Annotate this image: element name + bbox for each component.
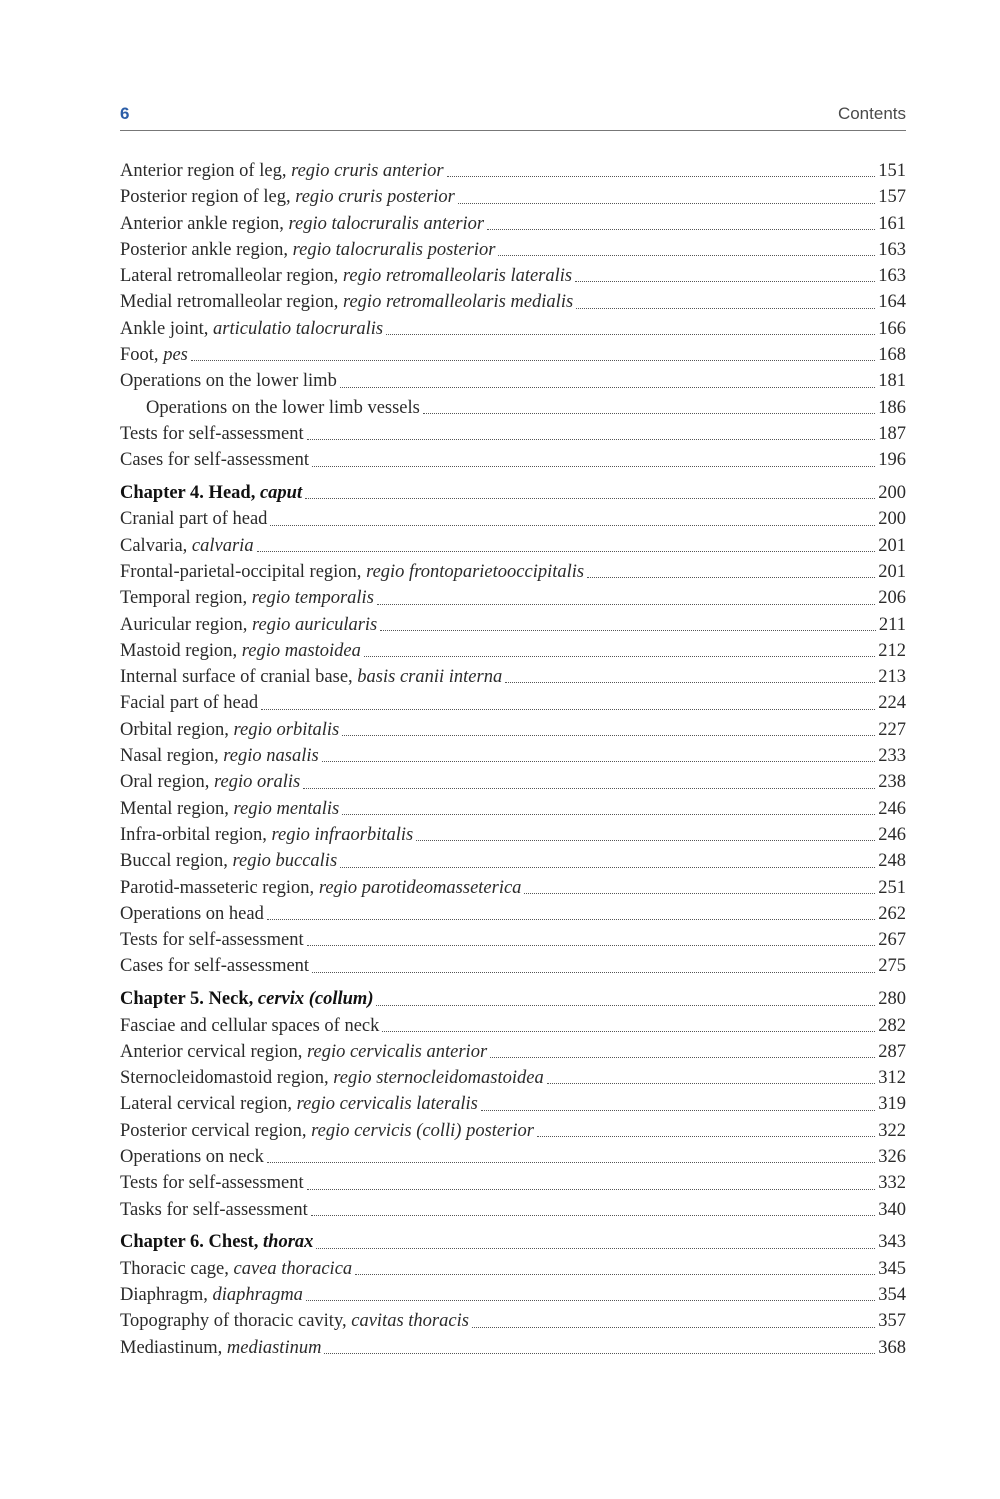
entry-title-text: Cases for self-assessment bbox=[120, 450, 310, 471]
entry-latin-term: regio orbitalis bbox=[233, 719, 340, 740]
dot-leader bbox=[447, 176, 876, 177]
entry-latin-term: regio talocruralis anterior bbox=[288, 213, 485, 234]
entry-title bbox=[120, 1229, 313, 1255]
entry-page-number: 354 bbox=[878, 1284, 906, 1305]
entry-title-text: Anterior region of leg, bbox=[120, 161, 292, 181]
dot-leader bbox=[376, 1005, 875, 1006]
dot-leader bbox=[382, 1031, 875, 1032]
entry-page-number: 227 bbox=[878, 719, 906, 740]
entry-title-text: Temporal region, bbox=[120, 588, 252, 609]
entry-latin-term: regio retromalleolaris lateralis bbox=[342, 266, 573, 287]
entry-latin-term: regio temporalis bbox=[251, 588, 374, 609]
toc-entry[interactable] bbox=[120, 848, 906, 874]
entry-title bbox=[120, 533, 254, 559]
entry-title bbox=[120, 559, 584, 585]
entry-page-number: 212 bbox=[878, 640, 906, 661]
entry-page-number: 224 bbox=[878, 693, 906, 714]
entry-title bbox=[120, 875, 521, 901]
entry-page-number: 200 bbox=[878, 483, 906, 504]
entry-title bbox=[120, 585, 374, 611]
entry-title bbox=[120, 316, 383, 342]
entry-title bbox=[120, 717, 339, 743]
entry-title-text: Anterior ankle region, bbox=[120, 213, 289, 234]
entry-page-number: 201 bbox=[878, 561, 906, 582]
entry-title-text: Operations on head bbox=[120, 903, 264, 924]
dot-leader bbox=[458, 203, 875, 204]
entry-page-number: 251 bbox=[878, 877, 906, 898]
entry-title-text: Frontal-parietal-occipital region, bbox=[120, 561, 367, 582]
toc-entry[interactable] bbox=[120, 690, 906, 716]
entry-title-text: Topography of thoracic cavity, bbox=[120, 1311, 352, 1332]
entry-title-text: Mastoid region, bbox=[120, 640, 242, 661]
entry-latin-term: calvaria bbox=[191, 535, 254, 556]
dot-leader bbox=[537, 1136, 875, 1137]
entry-page-number: 163 bbox=[878, 266, 906, 287]
toc-entry[interactable] bbox=[120, 1013, 906, 1039]
toc-entry[interactable] bbox=[120, 1256, 906, 1282]
toc-chapter-entry[interactable] bbox=[120, 1229, 906, 1255]
entry-latin-term: regio mastoidea bbox=[241, 640, 361, 661]
entry-latin-term: regio cervicalis anterior bbox=[306, 1041, 488, 1062]
toc-entry[interactable] bbox=[120, 901, 906, 927]
entry-title bbox=[120, 1170, 304, 1196]
entry-title-text: Thoracic cage, bbox=[120, 1258, 234, 1279]
dot-leader bbox=[267, 1162, 875, 1163]
toc-entry[interactable] bbox=[120, 1144, 906, 1170]
entry-title bbox=[120, 421, 304, 447]
toc-entry[interactable] bbox=[120, 743, 906, 769]
entry-latin-term: basis cranii interna bbox=[357, 667, 503, 688]
dot-leader bbox=[303, 788, 875, 789]
toc-entry[interactable] bbox=[120, 927, 906, 953]
toc-entry[interactable] bbox=[120, 953, 906, 979]
entry-title bbox=[120, 1256, 352, 1282]
entry-title bbox=[120, 447, 309, 473]
entry-latin-term: regio buccalis bbox=[232, 851, 338, 872]
entry-title bbox=[120, 1013, 379, 1039]
dot-leader bbox=[490, 1057, 875, 1058]
entry-page-number: 238 bbox=[878, 772, 906, 793]
entry-page-number: 248 bbox=[878, 851, 906, 872]
entry-latin-term: regio cervicalis lateralis bbox=[296, 1094, 478, 1115]
entry-latin-term: regio parotideomasseterica bbox=[318, 877, 522, 898]
entry-latin-term: regio frontoparietooccipitalis bbox=[366, 561, 585, 582]
entry-title-text: Medial retromalleolar region, bbox=[120, 292, 343, 313]
entry-title-text: Sternocleidomastoid region, bbox=[120, 1068, 334, 1089]
toc-entry[interactable] bbox=[120, 612, 906, 638]
toc-entry[interactable] bbox=[120, 1308, 906, 1334]
dot-leader bbox=[342, 735, 875, 736]
table-of-contents bbox=[120, 158, 906, 1361]
entry-page-number: 168 bbox=[878, 345, 906, 366]
toc-entry[interactable] bbox=[120, 1197, 906, 1223]
entry-latin-term: thorax bbox=[263, 1232, 314, 1253]
dot-leader bbox=[340, 387, 875, 388]
entry-latin-term: caput bbox=[259, 483, 303, 504]
entry-title-text: Mediastinum, bbox=[120, 1337, 227, 1358]
entry-page-number: 322 bbox=[878, 1120, 906, 1141]
page-header bbox=[120, 104, 906, 128]
entry-title-text: Operations on the lower limb bbox=[120, 371, 337, 392]
entry-title bbox=[120, 237, 495, 263]
toc-entry[interactable] bbox=[120, 769, 906, 795]
entry-page-number: 157 bbox=[878, 187, 906, 208]
entry-latin-term: cervix (collum) bbox=[257, 989, 374, 1010]
toc-entry[interactable] bbox=[120, 664, 906, 690]
dot-leader bbox=[524, 893, 875, 894]
entry-page-number: 246 bbox=[878, 798, 906, 819]
toc-chapter-entry[interactable] bbox=[120, 480, 906, 506]
entry-latin-term: regio cruris anterior bbox=[291, 161, 444, 181]
dot-leader bbox=[423, 413, 875, 414]
entry-title-text: Posterior cervical region, bbox=[120, 1120, 312, 1141]
toc-entry[interactable] bbox=[120, 796, 906, 822]
toc-entry[interactable] bbox=[120, 184, 906, 210]
entry-title bbox=[120, 638, 361, 664]
entry-latin-term: pes bbox=[163, 345, 188, 366]
entry-title-text: Chapter 5. Neck, bbox=[120, 989, 258, 1010]
dot-leader bbox=[587, 577, 875, 578]
entry-title-text: Nasal region, bbox=[120, 746, 224, 767]
entry-latin-term: regio oralis bbox=[214, 772, 301, 793]
entry-title-text: Buccal region, bbox=[120, 851, 233, 872]
entry-title-text: Tests for self-assessment bbox=[120, 1173, 304, 1194]
entry-title bbox=[120, 901, 264, 927]
dot-leader bbox=[312, 972, 875, 973]
toc-entry[interactable] bbox=[120, 316, 906, 342]
entry-title-text: Tests for self-assessment bbox=[120, 930, 304, 951]
entry-title bbox=[120, 690, 258, 716]
dot-leader bbox=[306, 1300, 875, 1301]
entry-title-text: Ankle joint, bbox=[120, 318, 214, 339]
entry-title-text: Lateral cervical region, bbox=[120, 1094, 297, 1115]
entry-page-number: 312 bbox=[878, 1068, 906, 1089]
entry-latin-term: cavitas thoracis bbox=[351, 1311, 469, 1332]
entry-latin-term: diaphragma bbox=[212, 1284, 303, 1305]
dot-leader bbox=[267, 919, 875, 920]
entry-title bbox=[120, 342, 188, 368]
entry-page-number: 343 bbox=[878, 1232, 906, 1253]
dot-leader bbox=[307, 945, 876, 946]
entry-title-text: Auricular region, bbox=[120, 614, 253, 635]
dot-leader bbox=[576, 308, 875, 309]
entry-page-number: 246 bbox=[878, 824, 906, 845]
toc-entry[interactable] bbox=[120, 822, 906, 848]
entry-title bbox=[120, 796, 339, 822]
dot-leader bbox=[547, 1083, 876, 1084]
entry-title-text: Cases for self-assessment bbox=[120, 956, 310, 977]
toc-entry[interactable] bbox=[120, 211, 906, 237]
dot-leader bbox=[505, 682, 875, 683]
entry-title-text: Operations on neck bbox=[120, 1146, 264, 1167]
entry-title bbox=[120, 664, 502, 690]
entry-title-text: Cranial part of head bbox=[120, 509, 268, 530]
entry-latin-term: regio auricularis bbox=[252, 614, 378, 635]
entry-title bbox=[120, 184, 455, 210]
entry-title-text: Operations on the lower limb vessels bbox=[146, 397, 420, 418]
entry-page-number: 201 bbox=[878, 535, 906, 556]
entry-title bbox=[120, 1118, 534, 1144]
dot-leader bbox=[416, 840, 875, 841]
entry-title-text: Chapter 4. Head, bbox=[120, 483, 260, 504]
entry-title-text: Foot, bbox=[120, 345, 164, 366]
dot-leader bbox=[487, 229, 875, 230]
entry-title bbox=[120, 822, 413, 848]
dot-leader bbox=[342, 814, 875, 815]
entry-title-text: Internal surface of cranial base, bbox=[120, 667, 358, 688]
toc-entry[interactable] bbox=[120, 1091, 906, 1117]
entry-title bbox=[120, 769, 300, 795]
toc-entry[interactable] bbox=[120, 368, 906, 394]
entry-page-number: 187 bbox=[878, 423, 906, 444]
entry-title bbox=[120, 1144, 264, 1170]
entry-page-number: 262 bbox=[878, 903, 906, 924]
entry-title-text: Infra-orbital region, bbox=[120, 824, 272, 845]
toc-entry[interactable] bbox=[120, 289, 906, 315]
dot-leader bbox=[340, 867, 875, 868]
entry-page-number: 213 bbox=[878, 667, 906, 688]
toc-entry[interactable] bbox=[120, 875, 906, 901]
page-number: 6 bbox=[120, 104, 130, 123]
dot-leader bbox=[355, 1274, 875, 1275]
entry-title bbox=[120, 211, 484, 237]
entry-title-text: Parotid-masseteric region, bbox=[120, 877, 319, 898]
dot-leader bbox=[311, 1215, 875, 1216]
entry-page-number: 357 bbox=[878, 1311, 906, 1332]
entry-page-number: 200 bbox=[878, 509, 906, 530]
toc-entry[interactable] bbox=[120, 506, 906, 532]
dot-leader bbox=[575, 281, 875, 282]
entry-page-number: 161 bbox=[878, 213, 906, 234]
dot-leader bbox=[307, 1189, 876, 1190]
entry-title bbox=[120, 1197, 308, 1223]
entry-page-number: 164 bbox=[878, 292, 906, 313]
dot-leader bbox=[270, 525, 875, 526]
entry-title-text: Facial part of head bbox=[120, 693, 259, 714]
entry-page-number: 287 bbox=[878, 1041, 906, 1062]
entry-title bbox=[120, 1335, 321, 1361]
entry-title-text: Diaphragm, bbox=[120, 1284, 213, 1305]
toc-entry[interactable] bbox=[120, 1282, 906, 1308]
entry-title bbox=[120, 289, 573, 315]
entry-title-text: Posterior region of leg, bbox=[120, 187, 296, 208]
dot-leader bbox=[322, 761, 876, 762]
entry-page-number: 186 bbox=[878, 397, 906, 418]
entry-page-number: 368 bbox=[878, 1337, 906, 1358]
entry-title bbox=[120, 612, 377, 638]
entry-page-number: 326 bbox=[878, 1146, 906, 1167]
entry-title-text: Tasks for self-assessment bbox=[120, 1199, 308, 1220]
entry-title bbox=[120, 480, 302, 506]
entry-page-number: 282 bbox=[878, 1015, 906, 1036]
dot-leader bbox=[191, 360, 875, 361]
toc-entry[interactable] bbox=[120, 1065, 906, 1091]
dot-leader bbox=[261, 709, 875, 710]
dot-leader bbox=[305, 498, 875, 499]
toc-entry[interactable] bbox=[120, 158, 906, 184]
entry-title-text: Anterior cervical region, bbox=[120, 1041, 307, 1062]
entry-page-number: 211 bbox=[878, 614, 906, 635]
entry-page-number: 196 bbox=[878, 450, 906, 471]
entry-page-number: 166 bbox=[878, 318, 906, 339]
toc-entry[interactable] bbox=[120, 263, 906, 289]
dot-leader bbox=[364, 656, 875, 657]
entry-page-number: 267 bbox=[878, 930, 906, 951]
entry-page-number: 163 bbox=[878, 239, 906, 260]
toc-entry[interactable] bbox=[120, 1118, 906, 1144]
dot-leader bbox=[257, 551, 876, 552]
toc-entry[interactable] bbox=[120, 585, 906, 611]
entry-title bbox=[120, 1091, 478, 1117]
entry-title bbox=[120, 506, 267, 532]
entry-latin-term: regio sternocleidomastoidea bbox=[333, 1068, 544, 1089]
entry-page-number: 151 bbox=[878, 161, 906, 181]
entry-title bbox=[120, 158, 444, 184]
entry-page-number: 181 bbox=[878, 371, 906, 392]
toc-entry[interactable] bbox=[120, 1039, 906, 1065]
entry-title bbox=[120, 1308, 469, 1334]
entry-title bbox=[120, 743, 319, 769]
dot-leader bbox=[307, 439, 876, 440]
entry-title-text: Orbital region, bbox=[120, 719, 234, 740]
entry-title-text: Mental region, bbox=[120, 798, 234, 819]
toc-entry[interactable] bbox=[120, 395, 906, 421]
entry-page-number: 275 bbox=[878, 956, 906, 977]
toc-entry[interactable] bbox=[120, 638, 906, 664]
entry-title-text: Oral region, bbox=[120, 772, 215, 793]
entry-page-number: 233 bbox=[878, 746, 906, 767]
entry-title-text: Calvaria, bbox=[120, 535, 192, 556]
entry-page-number: 206 bbox=[878, 588, 906, 609]
entry-title-text: Lateral retromalleolar region, bbox=[120, 266, 343, 287]
toc-entry[interactable] bbox=[120, 717, 906, 743]
entry-latin-term: regio retromalleolaris medialis bbox=[342, 292, 574, 313]
entry-page-number: 345 bbox=[878, 1258, 906, 1279]
entry-latin-term: articulatio talocruralis bbox=[213, 318, 384, 339]
entry-latin-term: regio infraorbitalis bbox=[271, 824, 414, 845]
dot-leader bbox=[377, 604, 875, 605]
entry-title-text: Fasciae and cellular spaces of neck bbox=[120, 1015, 380, 1036]
toc-entry[interactable] bbox=[120, 447, 906, 473]
entry-latin-term: regio talocruralis posterior bbox=[292, 239, 496, 260]
entry-title bbox=[120, 1282, 303, 1308]
dot-leader bbox=[324, 1353, 875, 1354]
toc-entry[interactable] bbox=[120, 237, 906, 263]
dot-leader bbox=[472, 1327, 875, 1328]
entry-page-number: 319 bbox=[878, 1094, 906, 1115]
toc-entry[interactable] bbox=[120, 1335, 906, 1361]
entry-latin-term: regio mentalis bbox=[233, 798, 340, 819]
header-rule bbox=[120, 130, 906, 131]
toc-entry[interactable] bbox=[120, 533, 906, 559]
toc-entry[interactable] bbox=[120, 1170, 906, 1196]
entry-title bbox=[120, 263, 572, 289]
entry-latin-term: regio cruris posterior bbox=[295, 187, 455, 208]
dot-leader bbox=[316, 1248, 875, 1249]
toc-chapter-entry[interactable] bbox=[120, 986, 906, 1012]
toc-entry[interactable] bbox=[120, 342, 906, 368]
entry-latin-term: cavea thoracica bbox=[233, 1258, 353, 1279]
entry-title bbox=[120, 953, 309, 979]
dot-leader bbox=[498, 255, 875, 256]
entry-title bbox=[120, 848, 337, 874]
entry-title-text: Chapter 6. Chest, bbox=[120, 1232, 264, 1253]
dot-leader bbox=[380, 630, 876, 631]
entry-title bbox=[120, 927, 304, 953]
entry-title bbox=[120, 1065, 544, 1091]
dot-leader bbox=[386, 334, 875, 335]
dot-leader bbox=[481, 1110, 875, 1111]
entry-title bbox=[120, 986, 373, 1012]
toc-entry[interactable] bbox=[120, 421, 906, 447]
entry-page-number: 340 bbox=[878, 1199, 906, 1220]
toc-entry[interactable] bbox=[120, 559, 906, 585]
entry-latin-term: mediastinum bbox=[226, 1337, 322, 1358]
entry-title bbox=[146, 395, 420, 421]
entry-latin-term: regio cervicis (colli) posterior bbox=[311, 1120, 534, 1141]
entry-latin-term: regio nasalis bbox=[223, 746, 319, 767]
running-head: Contents bbox=[837, 104, 906, 123]
entry-title bbox=[120, 1039, 487, 1065]
dot-leader bbox=[312, 466, 875, 467]
entry-title-text: Tests for self-assessment bbox=[120, 423, 304, 444]
entry-title bbox=[120, 368, 337, 394]
entry-page-number: 280 bbox=[878, 989, 906, 1010]
entry-title-text: Posterior ankle region, bbox=[120, 239, 293, 260]
entry-page-number: 332 bbox=[878, 1173, 906, 1194]
